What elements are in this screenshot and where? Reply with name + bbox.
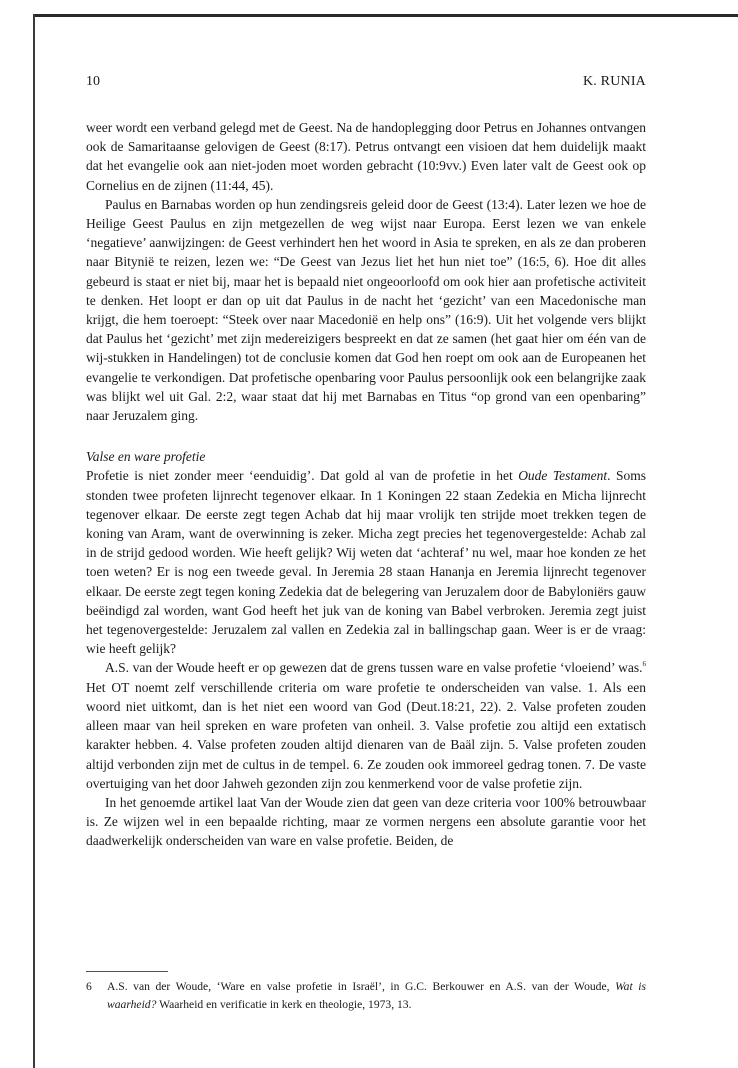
page-number: 10: [86, 74, 100, 89]
paragraph: [86, 118, 646, 195]
paragraph: [86, 793, 646, 851]
top-border-line: [33, 14, 738, 17]
text-run: Profetie is niet zonder meer ‘eenduidig’. Dat gold al van de profetie in het: [86, 468, 519, 484]
paragraph: [86, 658, 646, 792]
text-run: Paulus en Barnabas worden op hun zendingsreis geleid door de Geest (13:4). Later lezen we hoe de Heilige Geest Paulus en zijn metgezellen de weg wijst naar Europa. Eerst lezen we van enkele ‘negatieve’ aanwijzingen: de Geest verhindert hen het woord in Asia te spreken, en als ze dan proberen naar Bitynië te reizen, lezen we: “De Geest van Jezus liet het hun niet toe” (16:5, 6). Hoe dit alles gebeurd is staat er niet bij, maar het is bepaald niet ongeoorloofd om ook hier aan profetische activiteit te denken. Het loopt er dan op uit dat Paulus in de nacht het ‘gezicht’ van een Macedonische man krijgt, die hem toeroept: “Steek over naar Macedonië en help ons” (16:9). Uit het volgende vers blijkt dat Paulus het ‘gezicht’ met zijn medereizigers bespreekt en dat ze samen (het gaat hier om één van de wij-stukken in Handelingen) tot de conclusie komen dat God hen roept om ook aan de Europeanen het evangelie te verkondigen. Dat profetische openbaring voor Paulus persoonlijk ook een belangrijke zaak was blijkt wel uit Gal. 2:2, waar staat dat hij met Barnabas en Titus “op grond van een openbaring” naar Jeruzalem ging.: [86, 196, 646, 424]
text-run: In het genoemde artikel laat Van der Woude zien dat geen van deze criteria voor 100% betrouwbaar is. Ze wijzen wel in een bepaalde richting, maar ze vormen nergens een absolute garantie voor het daadwerkelijk onderscheiden van ware en valse profetie. Beiden, de: [86, 794, 646, 849]
text-run: A.S. van der Woude heeft er op gewezen dat de grens tussen ware en valse profetie ‘vloeiend’ was.: [105, 660, 643, 676]
italic-text: Oude Testament: [518, 468, 608, 484]
text-run: . Soms stonden twee profeten lijnrecht tegenover elkaar. In 1 Koningen 22 staan Zedekia en Micha lijnrecht tegenover elkaar. De eerste zegt tegen Achab dat hij maar vrolijk ten strijde moet trekken tegen de koning van Aram, want de overwinning is zeker. Micha zegt precies het tegenovergestelde: Achab zal in de strijd gedood worden. Wie heeft gelijk? Wij weten dat ‘achteraf’ nu wel, maar hoe konden ze het toen weten? Er is nog een tweede geval. In Jeremia 28 staan Hananja en Jeremia lijnrecht tegenover elkaar. De eerste zegt tegen koning Zedekia dat de belegering van Jeruzalem door de Babyloniërs gauw beëindigd zal worden, want God heeft het juk van de koning van Babel verbroken. Jeremia zegt juist het tegenovergestelde: Jeruzalem zal vallen en Zedekia zal in ballingschap gaan. Weer is er de vraag: wie heeft gelijk?: [86, 468, 647, 657]
text-run: Het OT noemt zelf verschillende criteria om ware profetie te onderscheiden van valse. 1. Als een woord niet uitkomt, dan is het niet een woord van God (Deut.18:21, 22). 2. Valse profeten zouden alleen maar van heil spreken en ware profeten van onheil. 3. Valse profetie zou altijd een extatisch karakter hebben. 4. Valse profeten zouden altijd dienaren van de Baäl zijn. 5. Valse profeten zouden altijd verbonden zijn met de cultus in de tempel. 6. Ze zouden ook immoreel gedrag tonen. 7. De vaste overtuiging van het door Jahweh gezonden zijn zou kenmerkend voor de valse profetie zijn.: [86, 679, 646, 791]
running-head-author: K. RUNIA: [582, 74, 646, 89]
footnote-reference: 6: [642, 660, 646, 669]
paragraph: [86, 195, 646, 425]
left-border-line: [33, 14, 35, 1068]
footnote-number: 6: [86, 980, 92, 993]
italic-text: Wat is waarheid?: [107, 980, 646, 1011]
paragraph: [86, 466, 646, 658]
footnote-text: [107, 978, 646, 1013]
text-run: A.S. van der Woude, ‘Ware en valse profetie in Israël’, in G.C. Berkouwer en A.S. van der Woude,: [107, 980, 616, 993]
text-run: Valse en ware profetie: [86, 449, 206, 465]
text-run: weer wordt een verband gelegd met de Geest. Na de handoplegging door Petrus en Johannes ontvangen ook de Samaritaanse gelovigen de Geest (8:17). Petrus ontvangt een visioen dat hem duidelijk maakt dat het evangelie ook aan niet-joden moet worden gebracht (10:9vv.) Even later valt de Geest ook op Cornelius en de zijnen (11:44, 45).: [86, 120, 646, 193]
page-header: [86, 74, 646, 94]
text-run: Waarheid en verificatie in kerk en theologie, 1973, 13.: [156, 997, 412, 1011]
body-text: [86, 118, 646, 851]
footnote: [86, 978, 646, 1013]
footnote-separator: [86, 971, 168, 972]
section-heading: [86, 447, 646, 466]
